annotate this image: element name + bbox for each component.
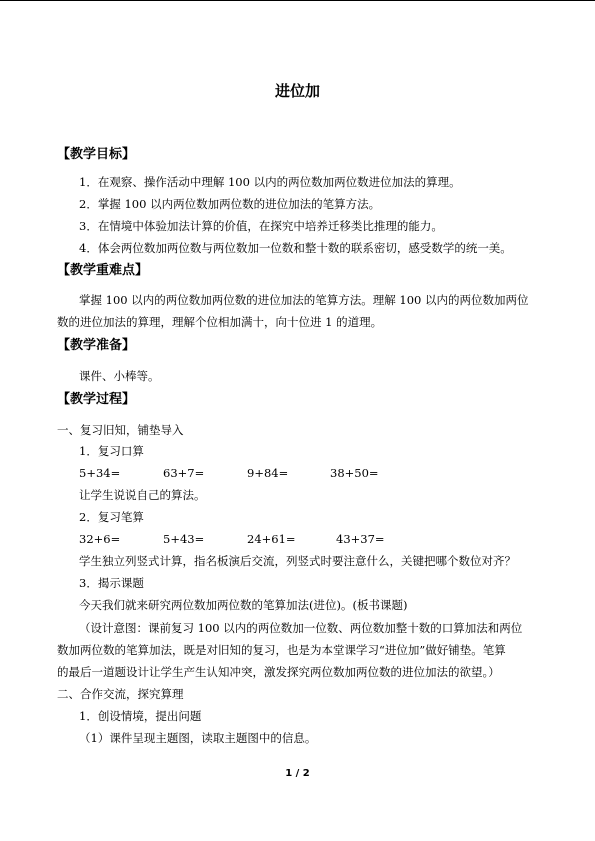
objective-item-2: 2．掌握 100 以内两位数加两位数的进位加法的笔算方法。 bbox=[79, 197, 381, 211]
part1-title: 一、复习旧知，铺垫导入 bbox=[57, 423, 184, 437]
objective-item-3: 3．在情境中体验加法计算的价值，在探究中培养迁移类比推理的能力。 bbox=[79, 219, 443, 233]
reveal-label: 3．揭示课题 bbox=[79, 576, 144, 590]
reveal-text: 今天我们就来研究两位数加两位数的笔算加法(进位)。(板书课题) bbox=[79, 598, 408, 612]
key-points-heading: 【教学重难点】 bbox=[57, 263, 149, 278]
design-intent-line-2: 数加两位数的笔算加法，既是对旧知的复习，也是为本堂课学习“进位加”做好铺垫。笔算 bbox=[57, 643, 506, 657]
step1-sub: （1）课件呈现主题图，读取主题图中的信息。 bbox=[79, 731, 317, 745]
objective-item-1: 1．在观察、操作活动中理解 100 以内的两位数加两位数进位加法的算理。 bbox=[79, 175, 461, 189]
written-problem-4: 43+37= bbox=[336, 532, 385, 546]
oral-problem-4: 38+50= bbox=[330, 466, 379, 480]
objectives-heading: 【教学目标】 bbox=[57, 147, 136, 162]
written-problem-2: 5+43= bbox=[163, 532, 205, 546]
written-problem-1: 32+6= bbox=[79, 532, 121, 546]
preparation-text: 课件、小棒等。 bbox=[79, 369, 160, 383]
part2-title: 二、合作交流，探究算理 bbox=[57, 687, 184, 701]
process-heading: 【教学过程】 bbox=[57, 392, 136, 407]
oral-problem-3: 9+84= bbox=[247, 466, 289, 480]
page-number: 1 / 2 bbox=[285, 768, 310, 779]
key-points-line-1: 掌握 100 以内的两位数加两位数的进位加法的笔算方法。理解 100 以内的两位数加两位 bbox=[79, 293, 529, 307]
review-oral-label: 1．复习口算 bbox=[79, 444, 144, 458]
review-written-note: 学生独立列竖式计算，指名板演后交流，列竖式时要注意什么，关键把哪个数位对齐？ bbox=[79, 554, 516, 568]
key-points-line-2: 数的进位加法的算理，理解个位相加满十，向十位进 1 的道理。 bbox=[57, 315, 383, 329]
page-top-border bbox=[0, 0, 595, 1]
written-problem-3: 24+61= bbox=[247, 532, 296, 546]
review-oral-note: 让学生说说自己的算法。 bbox=[79, 488, 206, 502]
oral-problem-2: 63+7= bbox=[163, 466, 205, 480]
objective-item-4: 4．体会两位数加两位数与两位数加一位数和整十数的联系密切，感受数学的统一美。 bbox=[79, 241, 512, 255]
page-title: 进位加 bbox=[274, 82, 320, 100]
design-intent-line-3: 的最后一道题设计让学生产生认知冲突，激发探究两位数加两位数的进位加法的欲望。） bbox=[57, 665, 500, 679]
preparation-heading: 【教学准备】 bbox=[57, 338, 136, 353]
design-intent-line-1: （设计意图：课前复习 100 以内的两位数加一位数、两位数加整十数的口算加法和两位 bbox=[79, 621, 523, 635]
review-written-label: 2．复习笔算 bbox=[79, 510, 144, 524]
step1-title: 1．创设情境，提出问题 bbox=[79, 709, 202, 723]
oral-problem-1: 5+34= bbox=[79, 466, 121, 480]
